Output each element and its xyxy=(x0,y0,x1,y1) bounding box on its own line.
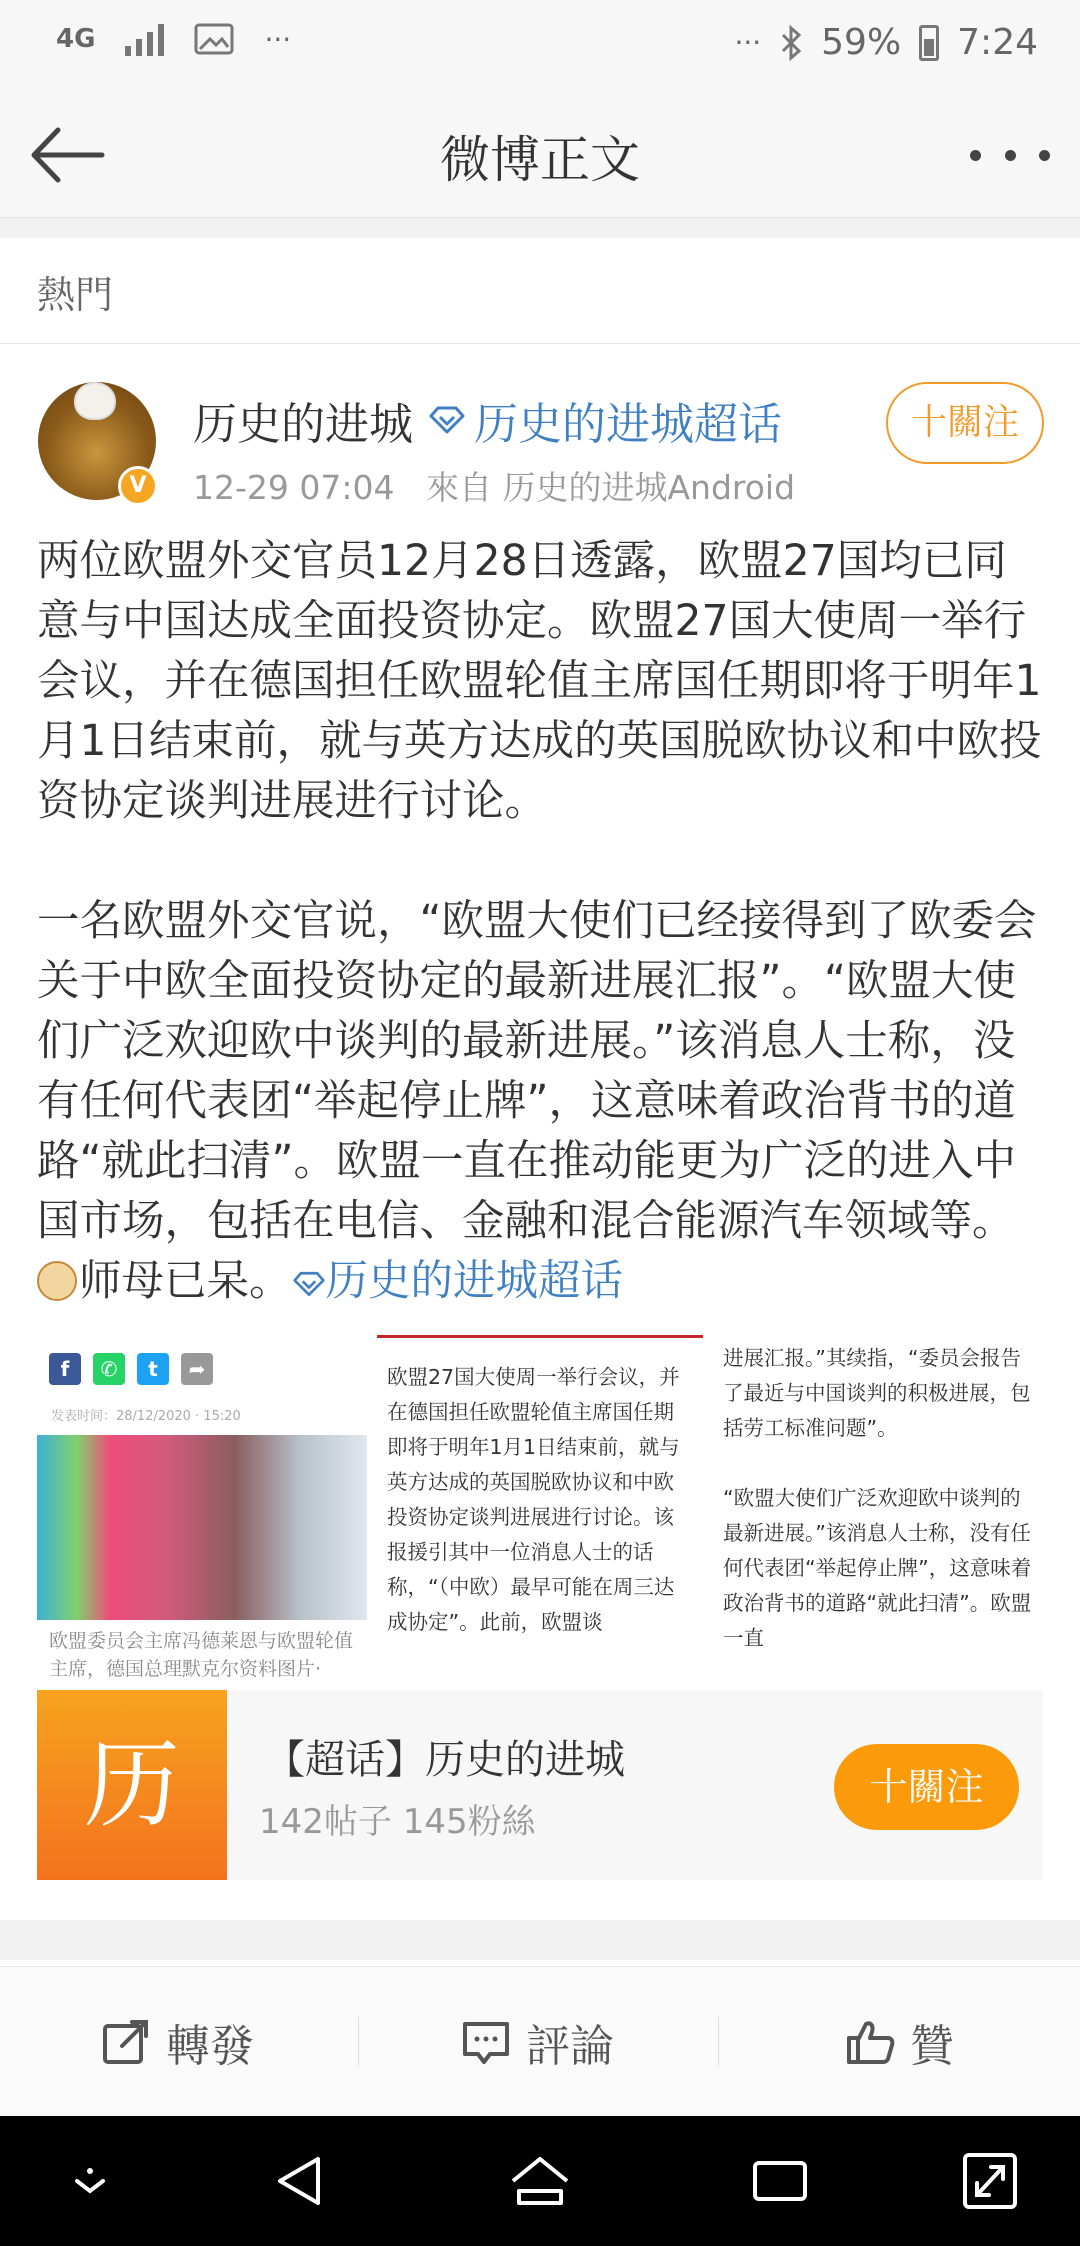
nav-home-button[interactable] xyxy=(505,2151,575,2211)
repost-icon xyxy=(100,2016,152,2068)
nav-hide-button[interactable] xyxy=(55,2151,125,2211)
supertopic-card[interactable] xyxy=(37,1690,1043,1880)
emoji-text: 师母已呆。 xyxy=(79,1257,292,1306)
action-divider xyxy=(358,2017,359,2067)
photo-caption: 欧盟委员会主席冯德莱恩与欧盟轮值主席，德国总理默克尔资料图片· xyxy=(49,1630,354,1680)
more-notifications-icon: ··· xyxy=(264,22,292,56)
news-photo xyxy=(37,1435,367,1620)
post-paragraph-2-text: 一名欧盟外交官说，“欧盟大使们已经接得到了欧委会关于中欧全面投资协定的最新进展汇报”。“欧盟大使们广泛欢迎欧中谈判的最新进展。”该消息人士称，没有任何代表团“举起停止牌”，这意味着政治背书的道路“就此扫清”。欧盟一直在推动能更为广泛的进入中国市场，包括在电信、金融和混合能源汽车领域等。 xyxy=(37,897,1037,1246)
post-body xyxy=(37,532,1047,1312)
twitter-icon: t xyxy=(137,1353,169,1385)
supertopic-thumbnail: 历 xyxy=(37,1690,227,1880)
action-divider xyxy=(718,2017,719,2067)
nav-back-button[interactable] xyxy=(266,2151,336,2211)
section-gap xyxy=(0,1920,1080,1960)
inline-supertopic-link[interactable] xyxy=(292,1257,624,1306)
image-column-2 xyxy=(377,1335,703,1665)
post-paragraph-2 xyxy=(37,892,1047,1312)
article-text-3 xyxy=(723,1341,1033,1656)
cat-sticker-icon xyxy=(74,382,116,420)
nav-recents-button[interactable] xyxy=(745,2151,815,2211)
follow-user-button[interactable]: 十關注 xyxy=(886,382,1044,464)
image-icon xyxy=(194,23,234,55)
bluetooth-icon xyxy=(779,25,803,61)
user-name[interactable]: 历史的进城 xyxy=(193,399,413,450)
expand-icon xyxy=(955,2151,1025,2211)
diamond-icon xyxy=(292,1270,326,1298)
supertopic-label: 历史的进城超话 xyxy=(474,399,782,450)
network-type: 4G xyxy=(56,24,96,54)
like-label: 贊 xyxy=(910,2021,954,2072)
section-gap xyxy=(0,218,1080,238)
nav-expand-button[interactable] xyxy=(955,2151,1025,2211)
article-text-3b: “欧盟大使们广泛欢迎欧中谈判的最新进展。”该消息人士称，没有任何代表团“举起停止牌”，这意味着政治背书的道路“就此扫清”。欧盟一直 xyxy=(723,1486,1032,1650)
share-icons xyxy=(49,1353,213,1385)
signal-icon xyxy=(125,22,164,56)
publish-time: 发表时间：28/12/2020 · 15:20 xyxy=(51,1409,241,1424)
diamond-icon xyxy=(428,405,466,435)
comment-button[interactable] xyxy=(460,2007,614,2077)
navigation-bar xyxy=(0,2116,1080,2246)
image-column-3 xyxy=(723,1335,1043,1665)
home-icon xyxy=(505,2151,575,2211)
clock: 7:24 xyxy=(957,22,1038,63)
status-bar xyxy=(0,0,1080,90)
top-bar xyxy=(0,90,1080,218)
battery-percent: 59% xyxy=(821,22,902,63)
supertopic-card-title: 【超话】历史的进城 xyxy=(265,1737,625,1783)
battery-icon xyxy=(919,25,939,61)
post-image[interactable] xyxy=(37,1335,1043,1680)
facebook-icon: f xyxy=(49,1353,81,1385)
overflow-icon: ··· xyxy=(734,26,762,59)
supertopic-card-stats: 142帖子 145粉絲 xyxy=(259,1802,536,1842)
share-icon: ➦ xyxy=(181,1353,213,1385)
comment-label: 評論 xyxy=(526,2021,614,2072)
comment-icon xyxy=(460,2016,512,2068)
inline-supertopic-label: 历史的进城超话 xyxy=(325,1257,624,1306)
article-text-2: 欧盟27国大使周一举行会议，并在德国担任欧盟轮值主席国任期即将于明年1月1日结束前，就与英方达成的英国脱欧协议和中欧投资协定谈判进展进行讨论。该报援引其中一位消息人士的话称，“（中欧）最早可能在周三达成协定”。此前，欧盟谈 xyxy=(387,1365,680,1634)
whatsapp-icon: ✆ xyxy=(93,1353,125,1385)
like-button[interactable] xyxy=(844,2007,954,2077)
cat-emoji-icon xyxy=(37,1261,77,1301)
hot-label: 熱門 xyxy=(37,273,114,317)
hot-section xyxy=(0,238,1080,344)
action-bar xyxy=(0,1966,1080,2116)
repost-label: 轉發 xyxy=(166,2021,254,2072)
post-paragraph-1: 两位欧盟外交官员12月28日透露，欧盟27国均已同意与中国达成全面投资协定。欧盟27国大使周一举行会议，并在德国担任欧盟轮值主席国任期即将于明年1月1日结束前，就与英方达成的英国脱欧协议和中欧投资协定谈判进展进行讨论。 xyxy=(37,537,1042,826)
post-timestamp: 12-29 07:04 xyxy=(193,468,395,507)
article-text-3a: 进展汇报。”其续指，“委员会报告了最近与中国谈判的积极进展，包括劳工标准问题”。 xyxy=(723,1346,1031,1440)
post-meta xyxy=(193,462,795,509)
page-title: 微博正文 xyxy=(440,131,640,189)
post-source: 來自 历史的进城Android xyxy=(425,468,796,507)
supertopic-link[interactable] xyxy=(428,388,782,452)
triangle-back-icon xyxy=(266,2151,336,2211)
image-column-1 xyxy=(37,1335,367,1680)
repost-button[interactable] xyxy=(100,2007,254,2077)
recents-icon xyxy=(745,2151,815,2211)
more-options-button[interactable] xyxy=(970,130,1050,180)
verified-badge-icon: V xyxy=(118,466,158,506)
chevron-down-icon xyxy=(55,2151,125,2211)
thumbs-up-icon xyxy=(844,2016,896,2068)
follow-supertopic-button[interactable]: 十關注 xyxy=(834,1744,1019,1830)
